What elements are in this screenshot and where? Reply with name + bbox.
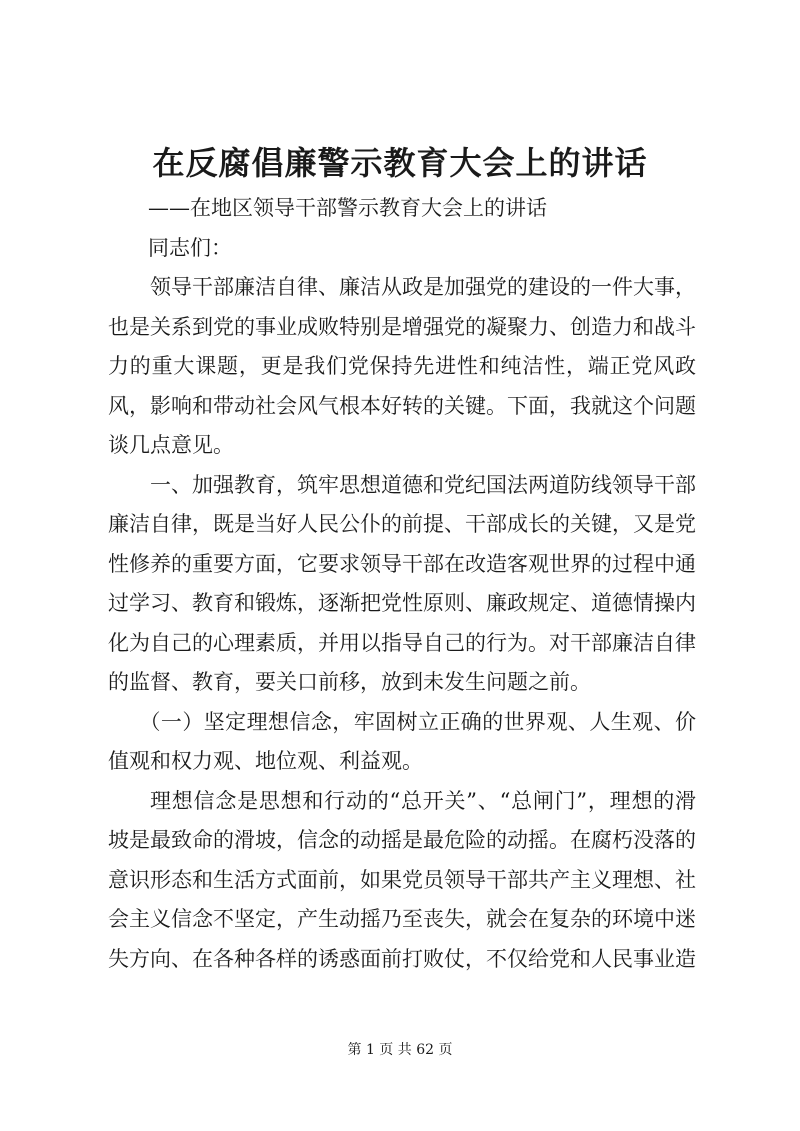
document-body: [108, 268, 696, 979]
paragraph-ideals: 理想信念是思想和行动的“总开关”、“总闸门”，理想的滑坡是最致命的滑坡，信念的动摇是最危险的动摇。在腐朽没落的意识形态和生活方式面前，如果党员领导干部共产主义理想、社会主义信念不坚定，产生动摇乃至丧失，就会在复杂的环境中迷失方向、在各种各样的诱惑面前打败仗，不仅给党和人民事业造: [108, 788, 696, 971]
page-footer: 第 1 页 共 62 页: [347, 1042, 453, 1058]
paragraph-intro: 领导干部廉洁自律、廉洁从政是加强党的建设的一件大事，也是关系到党的事业成败特别是增强党的凝聚力、创造力和战斗力的重大课题，更是我们党保持先进性和纯洁性，端正党风政风，影响和带动社会风气根本好转的关键。下面，我就这个问题谈几点意见。: [108, 275, 696, 457]
paragraph-section-one: 一、加强教育，筑牢思想道德和党纪国法两道防线领导干部廉洁自律，既是当好人民公仆的前提、干部成长的关键，又是党性修养的重要方面，它要求领导干部在改造客观世界的过程中通过学习、教育和锻炼，逐渐把党性原则、廉政规定、道德情操内化为自己的心理素质，并用以指导自己的行为。对干部廉洁自律的监督、教育，要关口前移，放到未发生问题之前。: [108, 472, 696, 694]
salutation: 同志们：: [148, 236, 232, 260]
paragraph-subsection-one: （一）坚定理想信念，牢固树立正确的世界观、人生观、价值观和权力观、地位观、利益观。: [108, 709, 696, 773]
document-subtitle: ——在地区领导干部警示教育大会上的讲话: [148, 196, 547, 220]
document-title: 在反腐倡廉警示教育大会上的讲话: [152, 144, 648, 182]
